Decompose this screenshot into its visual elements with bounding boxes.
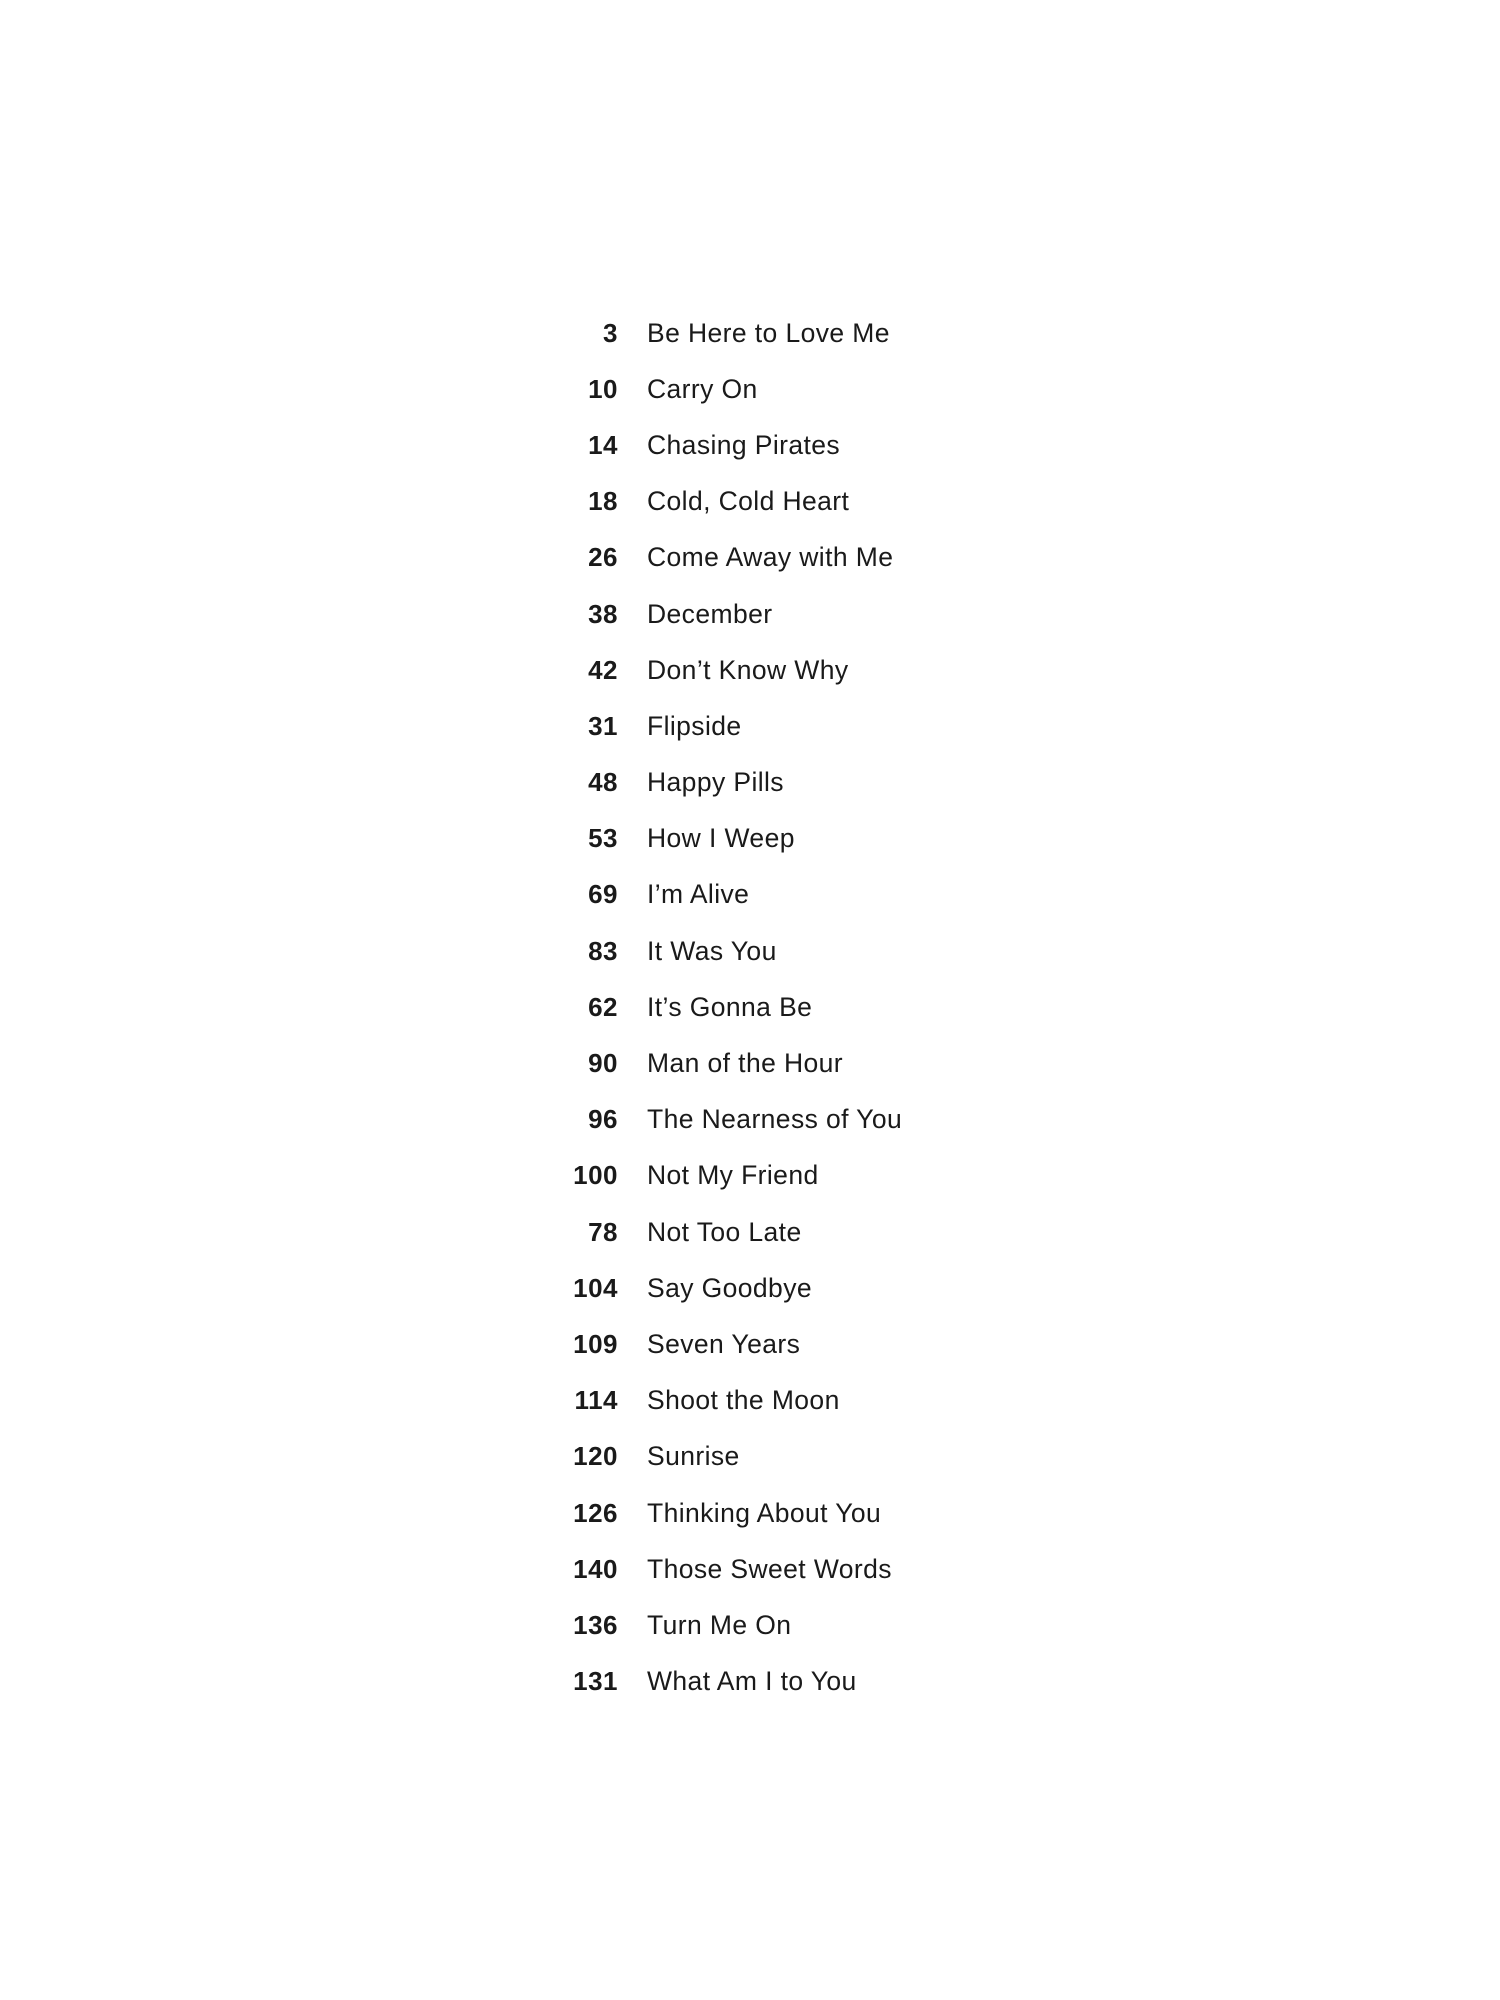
toc-entry bbox=[560, 1597, 1060, 1653]
toc-entry bbox=[560, 1485, 1060, 1541]
toc-entry bbox=[560, 361, 1060, 417]
song-title: Cold, Cold Heart bbox=[647, 486, 850, 517]
song-title: How I Weep bbox=[647, 823, 795, 854]
song-title: It’s Gonna Be bbox=[647, 991, 813, 1022]
song-title: Sunrise bbox=[647, 1441, 740, 1472]
page-number: 3 bbox=[603, 317, 618, 348]
page-number: 62 bbox=[588, 991, 618, 1022]
toc-entry bbox=[560, 923, 1060, 979]
page-number: 90 bbox=[588, 1048, 618, 1079]
song-title: Not Too Late bbox=[647, 1216, 802, 1247]
toc-entry bbox=[560, 530, 1060, 586]
song-title: Those Sweet Words bbox=[647, 1553, 892, 1584]
page-number: 131 bbox=[573, 1666, 618, 1697]
song-title: Carry On bbox=[647, 373, 758, 404]
toc-entry bbox=[560, 1204, 1060, 1260]
toc-entry bbox=[560, 755, 1060, 811]
toc-entry bbox=[560, 417, 1060, 473]
page-number: 140 bbox=[573, 1553, 618, 1584]
page-number: 104 bbox=[573, 1272, 618, 1303]
song-title: Not My Friend bbox=[647, 1160, 819, 1191]
toc-entry bbox=[560, 1148, 1060, 1204]
page-number: 96 bbox=[588, 1104, 618, 1135]
toc-entry bbox=[560, 642, 1060, 698]
table-of-contents bbox=[560, 305, 1060, 1710]
song-title: Come Away with Me bbox=[647, 542, 894, 573]
toc-entry bbox=[560, 1654, 1060, 1710]
toc-entry bbox=[560, 1373, 1060, 1429]
page-number: 109 bbox=[573, 1328, 618, 1359]
toc-entry bbox=[560, 474, 1060, 530]
page-number: 53 bbox=[588, 823, 618, 854]
toc-entry bbox=[560, 586, 1060, 642]
page-number: 42 bbox=[588, 654, 618, 685]
song-title: What Am I to You bbox=[647, 1666, 857, 1697]
toc-entry bbox=[560, 1541, 1060, 1597]
page-number: 38 bbox=[588, 598, 618, 629]
song-title: Man of the Hour bbox=[647, 1048, 844, 1079]
song-title: Say Goodbye bbox=[647, 1272, 812, 1303]
song-title: Flipside bbox=[647, 710, 742, 741]
toc-entry bbox=[560, 305, 1060, 361]
toc-entry bbox=[560, 1260, 1060, 1316]
toc-entry bbox=[560, 1316, 1060, 1372]
song-title: Happy Pills bbox=[647, 767, 784, 798]
song-title: Shoot the Moon bbox=[647, 1385, 840, 1416]
page-number: 100 bbox=[573, 1160, 618, 1191]
page-number: 83 bbox=[588, 935, 618, 966]
song-title: Seven Years bbox=[647, 1328, 801, 1359]
toc-entry bbox=[560, 979, 1060, 1035]
song-title: The Nearness of You bbox=[647, 1104, 903, 1135]
toc-entry bbox=[560, 1092, 1060, 1148]
song-title: Turn Me On bbox=[647, 1609, 792, 1640]
toc-entry bbox=[560, 1035, 1060, 1091]
page-number: 10 bbox=[588, 373, 618, 404]
page-number: 31 bbox=[588, 710, 618, 741]
page-number: 26 bbox=[588, 542, 618, 573]
page-number: 78 bbox=[588, 1216, 618, 1247]
toc-entry bbox=[560, 867, 1060, 923]
toc-entry bbox=[560, 811, 1060, 867]
page-number: 136 bbox=[573, 1609, 618, 1640]
song-title: Chasing Pirates bbox=[647, 429, 841, 460]
song-title: December bbox=[647, 598, 773, 629]
page-number: 48 bbox=[588, 767, 618, 798]
page-number: 18 bbox=[588, 486, 618, 517]
page-number: 69 bbox=[588, 879, 618, 910]
toc-entry bbox=[560, 698, 1060, 754]
page-number: 126 bbox=[573, 1497, 618, 1528]
song-title: Thinking About You bbox=[647, 1497, 882, 1528]
song-title: Don’t Know Why bbox=[647, 654, 849, 685]
song-title: I’m Alive bbox=[647, 879, 750, 910]
page-number: 114 bbox=[574, 1385, 618, 1416]
page-number: 120 bbox=[573, 1441, 618, 1472]
song-title: Be Here to Love Me bbox=[647, 317, 890, 348]
song-title: It Was You bbox=[647, 935, 777, 966]
toc-entry bbox=[560, 1429, 1060, 1485]
page-number: 14 bbox=[588, 429, 618, 460]
